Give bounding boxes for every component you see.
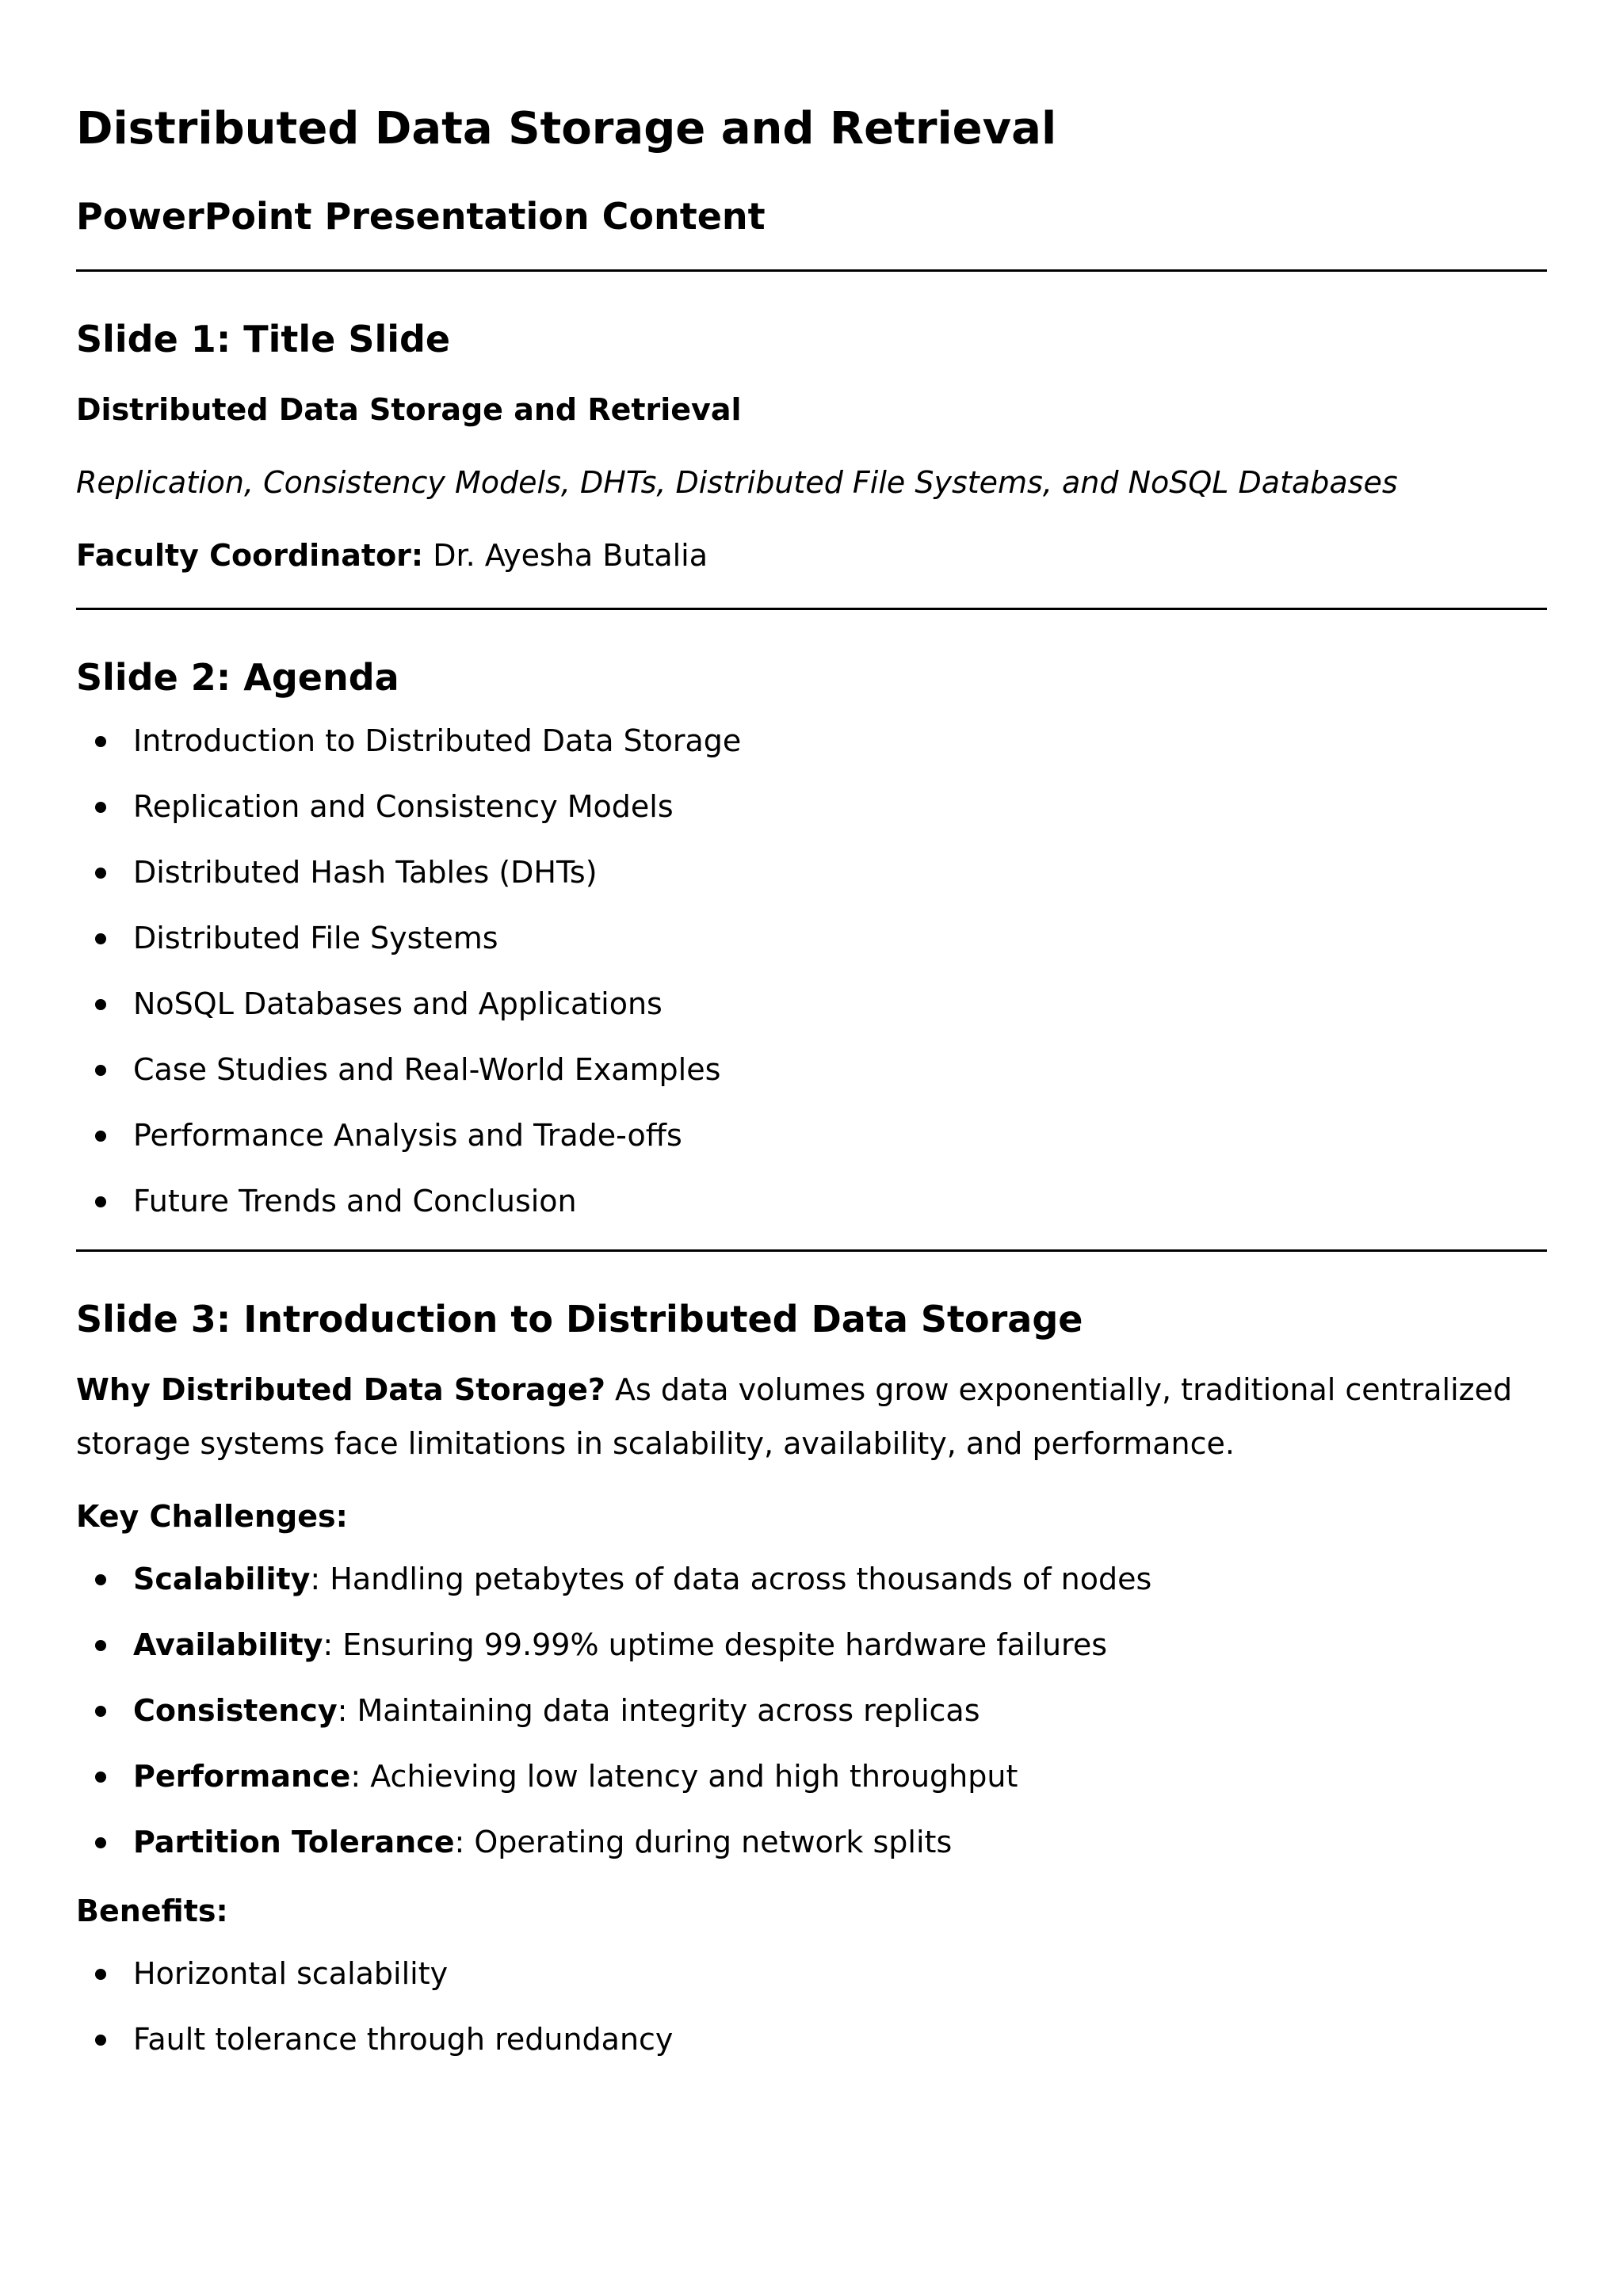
divider	[76, 1249, 1547, 1252]
slide-1-heading: Slide 1: Title Slide	[76, 318, 451, 360]
document-title: Distributed Data Storage and Retrieval	[76, 103, 1057, 154]
challenge-key: Availability	[133, 1627, 323, 1662]
divider	[76, 608, 1547, 610]
challenges-heading: Key Challenges:	[76, 1499, 348, 1534]
agenda-item: Introduction to Distributed Data Storage	[76, 718, 1547, 764]
why-paragraph	[76, 1363, 1547, 1470]
agenda-item: Performance Analysis and Trade-offs	[76, 1112, 1547, 1158]
challenge-text: : Achieving low latency and high throughput	[350, 1759, 1018, 1794]
agenda-item: Replication and Consistency Models	[76, 784, 1547, 830]
slide-3-heading: Slide 3: Introduction to Distributed Data Storage	[76, 1298, 1083, 1341]
agenda-item: NoSQL Databases and Applications	[76, 981, 1547, 1027]
benefits-heading: Benefits:	[76, 1894, 228, 1928]
challenge-text: : Maintaining data integrity across replicas	[337, 1693, 980, 1728]
slide-2-section	[76, 650, 1547, 1224]
slide-3-section	[76, 1291, 1547, 2062]
benefits-list	[76, 1951, 1547, 2062]
challenge-item	[76, 1556, 1547, 1602]
faculty-coordinator	[76, 528, 1547, 582]
challenge-text: : Operating during network splits	[454, 1825, 953, 1859]
challenge-key: Performance	[133, 1759, 351, 1794]
agenda-item: Distributed File Systems	[76, 915, 1547, 961]
document-subtitle: PowerPoint Presentation Content	[76, 195, 766, 238]
slide-1-section	[76, 311, 1547, 582]
coordinator-name: Dr. Ayesha Butalia	[423, 538, 708, 573]
divider	[76, 269, 1547, 272]
why-text: As data volumes grow exponentially, traditional centralized storage systems face limitations in scalability, availability, and performance.	[76, 1372, 1513, 1461]
challenge-text: : Handling petabytes of data across thousands of nodes	[310, 1562, 1152, 1596]
challenge-item	[76, 1753, 1547, 1799]
slide-1-title: Distributed Data Storage and Retrieval	[76, 392, 742, 427]
agenda-item: Distributed Hash Tables (DHTs)	[76, 849, 1547, 895]
challenge-key: Partition Tolerance	[133, 1825, 455, 1859]
challenge-item	[76, 1622, 1547, 1668]
slide-2-heading: Slide 2: Agenda	[76, 656, 399, 699]
challenge-key: Consistency	[133, 1693, 338, 1728]
challenge-item	[76, 1688, 1547, 1733]
challenges-list	[76, 1556, 1547, 1865]
benefit-item: Fault tolerance through redundancy	[76, 2016, 1547, 2062]
challenge-text: : Ensuring 99.99% uptime despite hardware failures	[323, 1627, 1108, 1662]
agenda-list	[76, 718, 1547, 1224]
benefit-item: Horizontal scalability	[76, 1951, 1547, 1997]
agenda-item: Case Studies and Real-World Examples	[76, 1047, 1547, 1093]
agenda-item: Future Trends and Conclusion	[76, 1178, 1547, 1224]
challenge-key: Scalability	[133, 1562, 311, 1596]
slide-1-tagline: Replication, Consistency Models, DHTs, Distributed File Systems, and NoSQL Databases	[76, 465, 1398, 500]
why-label: Why Distributed Data Storage?	[76, 1372, 605, 1407]
coordinator-label: Faculty Coordinator:	[76, 538, 424, 573]
challenge-item	[76, 1819, 1547, 1865]
